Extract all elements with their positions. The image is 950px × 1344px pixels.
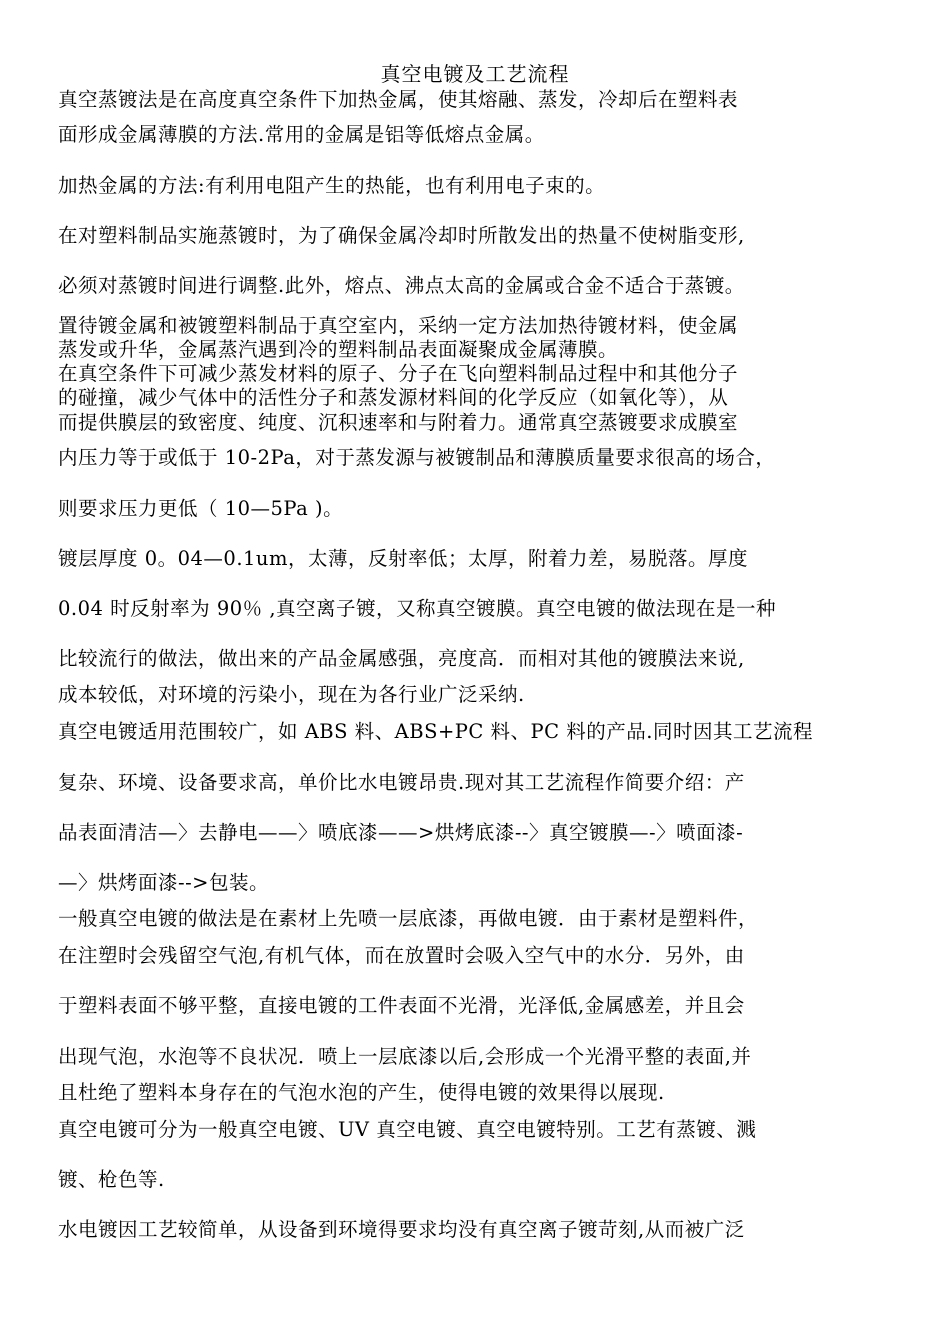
text-line: 内压力等于或低于 10-2Pa，对于蒸发源与被镀制品和薄膜质量要求很高的场合， (58, 446, 776, 469)
text-line: 于塑料表面不够平整，直接电镀的工件表面不光滑，光泽低,金属感差，并且会 (58, 994, 745, 1017)
text-line: 0.04 时反射率为 90％ ,真空离子镀，又称真空镀膜。真空电镀的做法现在是一种 (58, 597, 777, 620)
text-line: 比较流行的做法，做出来的产品金属感强，亮度高．而相对其他的镀膜法来说, (58, 647, 745, 670)
text-line: 成本较低，对环境的污染小，现在为各行业广泛采纳. (58, 683, 525, 706)
text-line: 真空电镀可分为一般真空电镀、UV 真空电镀、真空电镀特别。工艺有蒸镀、溅 (58, 1118, 757, 1141)
text-line: 镀、枪色等. (58, 1168, 165, 1191)
text-line: 真空电镀适用范围较广，如 ABS 料、ABS+PC 料、PC 料的产品.同时因其工艺流程 (58, 720, 813, 743)
text-line: 真空蒸镀法是在高度真空条件下加热金属，使其熔融、蒸发，冷却后在塑料表 (58, 88, 739, 111)
text-line: 在真空条件下可减少蒸发材料的原子、分子在飞向塑料制品过程中和其他分子 (58, 362, 739, 385)
text-line: 在对塑料制品实施蒸镀时，为了确保金属冷却时所散发出的热量不使树脂变形, (58, 224, 745, 247)
text-line: 品表面清洁—〉去静电——〉喷底漆——>烘烤底漆--〉真空镀膜—-〉喷面漆- (58, 821, 744, 844)
text-line: 的碰撞，减少气体中的活性分子和蒸发源材料间的化学反应（如氧化等），从 (58, 386, 729, 409)
text-line: 在注塑时会残留空气泡,有机气体，而在放置时会吸入空气中的水分．另外，由 (58, 944, 745, 967)
text-line: 必须对蒸镀时间进行调整.此外，熔点、沸点太高的金属或合金不适合于蒸镀。 (58, 274, 745, 297)
text-line: 加热金属的方法:有利用电阻产生的热能，也有利用电子束的。 (58, 174, 606, 197)
text-line: 置待镀金属和被镀塑料制品于真空室内，采纳一定方法加热待镀材料，使金属 (58, 314, 739, 337)
text-line: 蒸发或升华，金属蒸汽遇到冷的塑料制品表面凝聚成金属薄膜。 (58, 338, 619, 361)
text-line: 则要求压力更低（ 10—5Pa )。 (58, 497, 344, 520)
text-line: 复杂、环境、设备要求高，单价比水电镀昂贵.现对其工艺流程作简要介绍：产 (58, 771, 745, 794)
text-line: 镀层厚度 0。04—0.1um，太薄，反射率低；太厚，附着力差，易脱落。厚度 (58, 547, 748, 570)
text-line: 面形成金属薄膜的方法.常用的金属是铝等低熔点金属。 (58, 123, 545, 146)
text-line: 水电镀因工艺较简单，从设备到环境得要求均没有真空离子镀苛刻,从而被广泛 (58, 1218, 745, 1241)
text-line: 且杜绝了塑料本身存在的气泡水泡的产生，使得电镀的效果得以展现. (58, 1081, 665, 1104)
text-line: 而提供膜层的致密度、纯度、沉积速率和与附着力。通常真空蒸镀要求成膜室 (58, 411, 739, 434)
text-line: 一般真空电镀的做法是在素材上先喷一层底漆，再做电镀．由于素材是塑料件， (58, 907, 759, 930)
document-title: 真空电镀及工艺流程 (380, 62, 570, 86)
text-line: 出现气泡，水泡等不良状况．喷上一层底漆以后,会形成一个光滑平整的表面,并 (58, 1045, 752, 1068)
text-line: —〉烘烤面漆-->包装。 (58, 871, 270, 894)
